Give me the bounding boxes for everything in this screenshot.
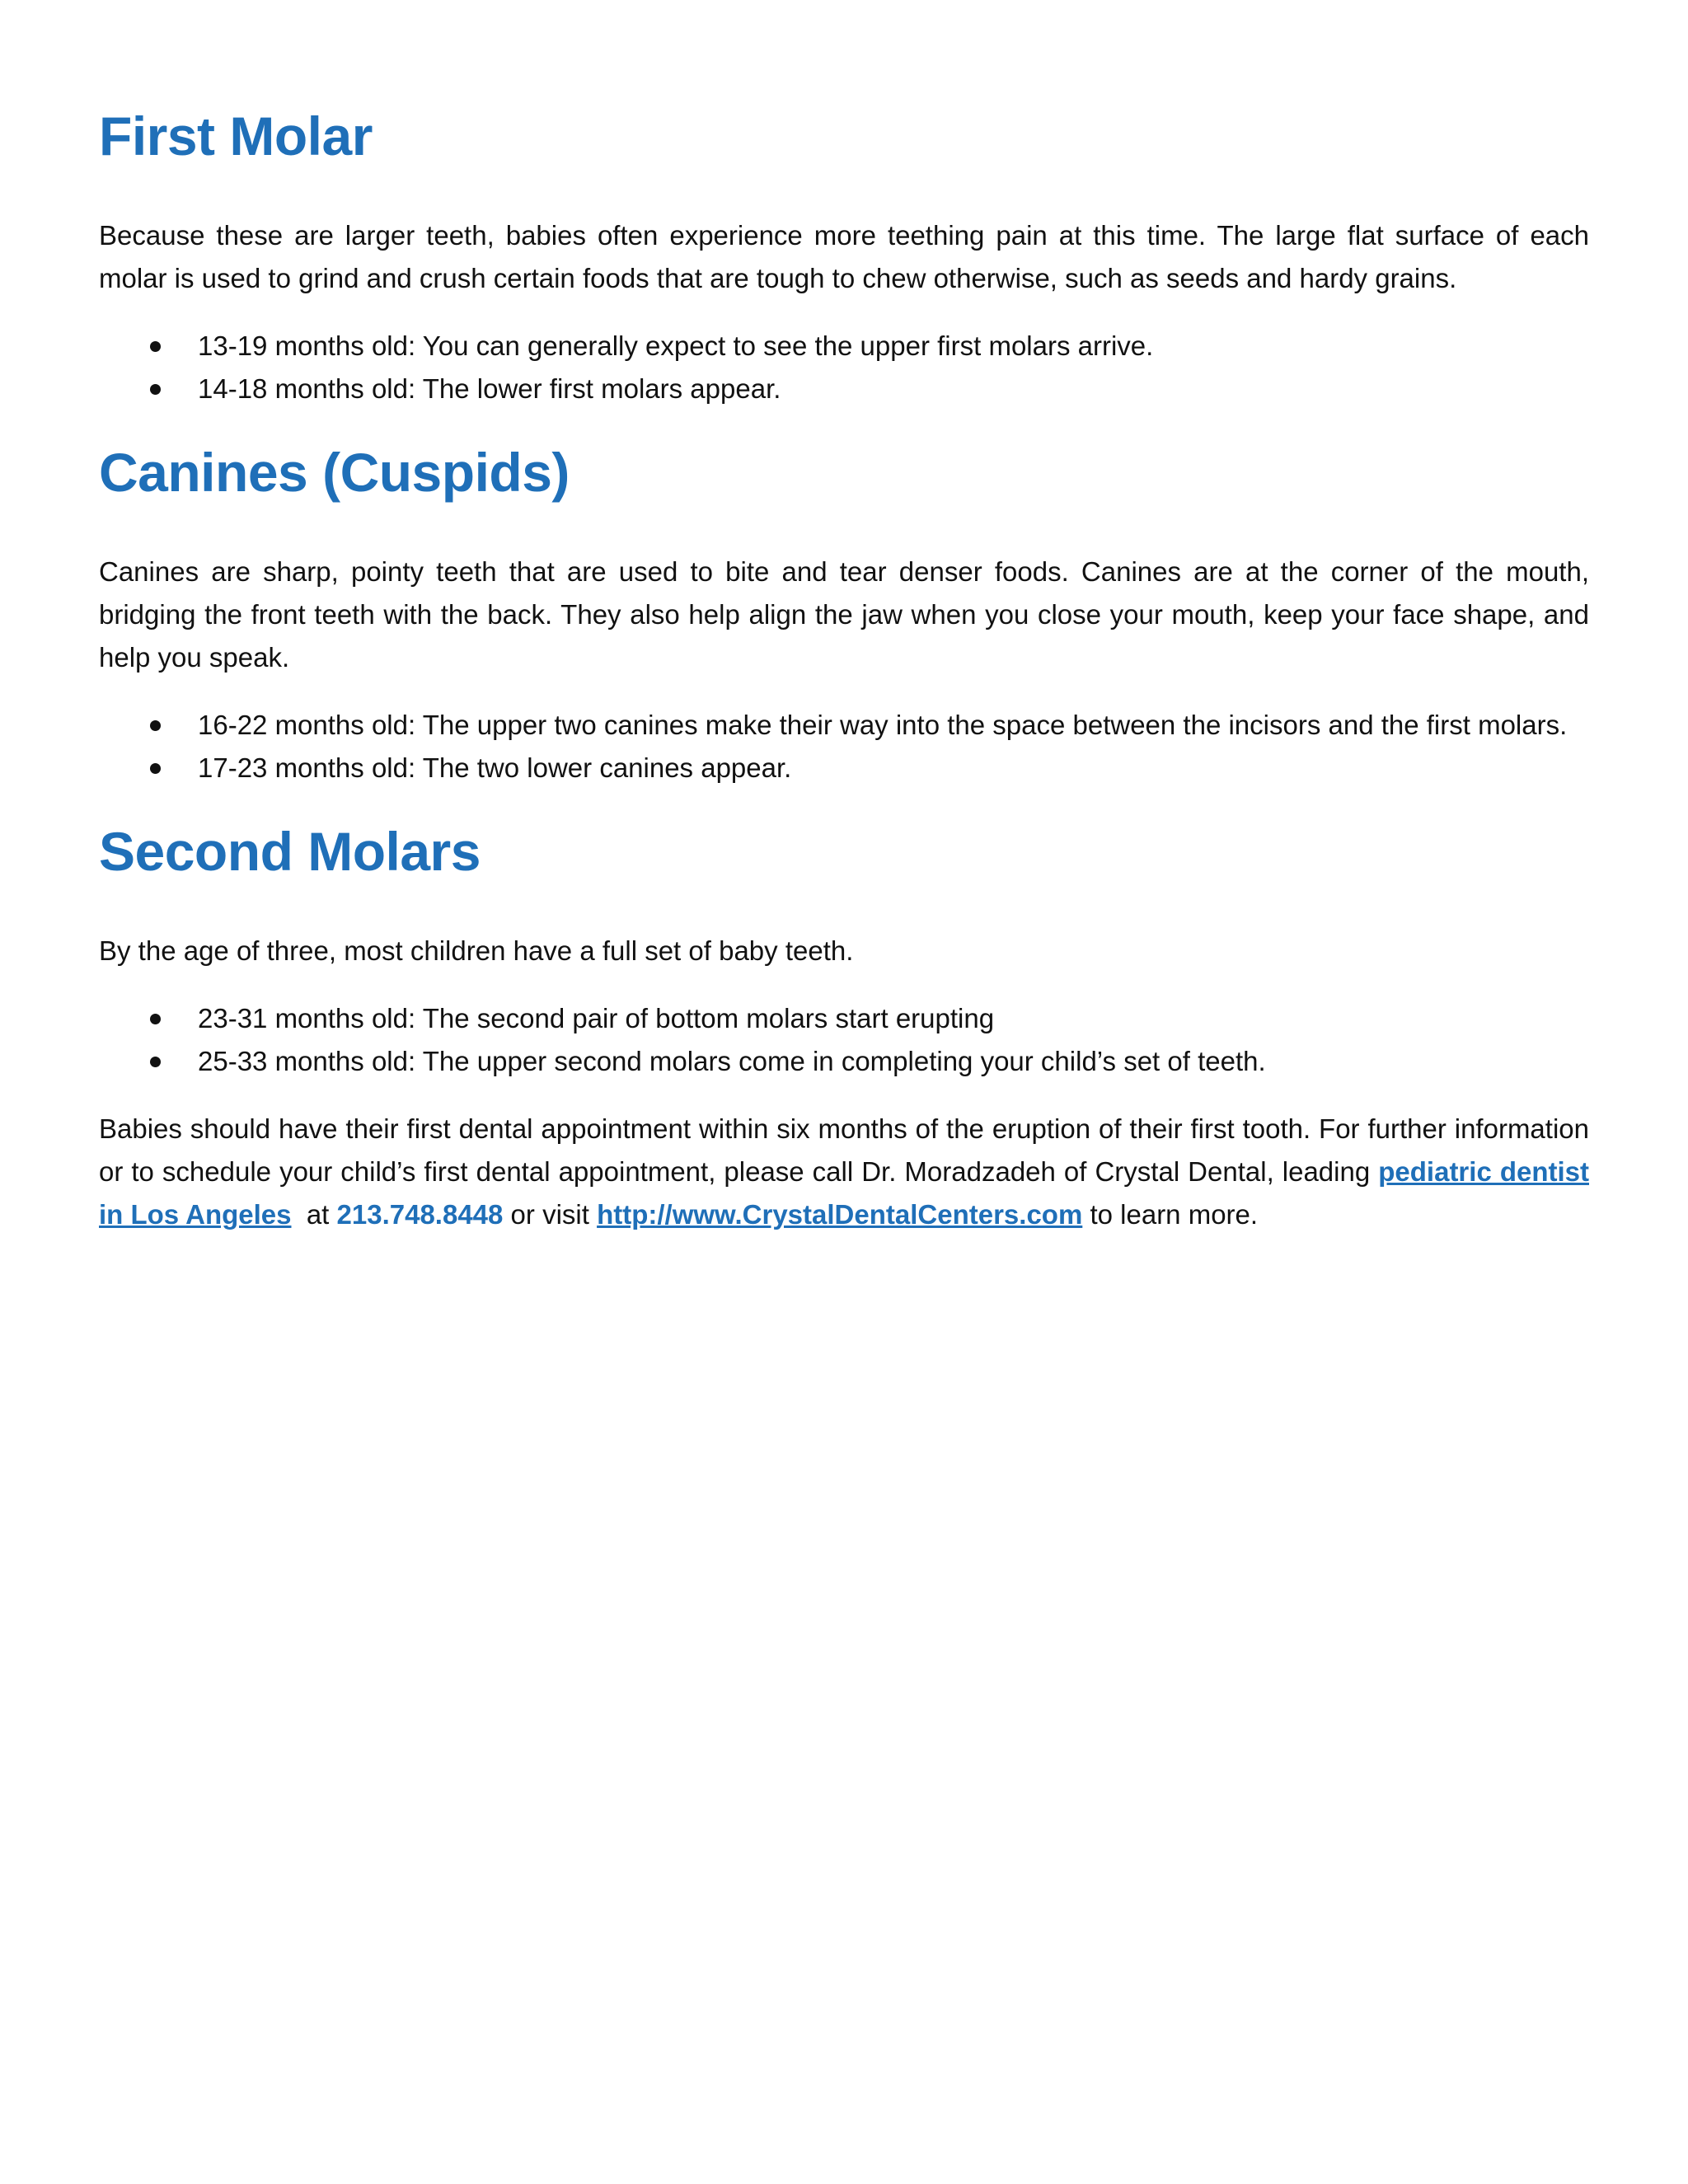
bullet-list-first-molar	[99, 325, 1589, 410]
bullet-list-canines	[99, 704, 1589, 790]
section-paragraph-canines: Canines are sharp, pointy teeth that are used to bite and tear denser foods. Canines are at the corner of the mouth, bridging the front teeth with the back. They also help align the jaw when you close your mouth, keep your face shape, and help you speak.	[99, 556, 1589, 673]
phone-number: 213.748.8448	[336, 1199, 504, 1230]
section-paragraph-first-molar: Because these are larger teeth, babies often experience more teething pain at this time. The large flat surface of each molar is used to grind and crush certain foods that are tough to chew otherwise, such as seeds and hardy grains.	[99, 220, 1589, 293]
list-item-text: 23-31 months old: The second pair of bottom molars start erupting	[198, 1003, 995, 1033]
section-heading-first-molar: First Molar	[99, 105, 373, 166]
pediatric-dentist-link[interactable]: pediatric dentist in Los Angeles	[99, 1156, 1589, 1230]
bullet-icon	[150, 341, 161, 352]
section-heading-canines: Canines (Cuspids)	[99, 442, 570, 503]
list-item	[99, 368, 1589, 410]
list-item	[99, 704, 1589, 747]
list-item	[99, 325, 1589, 368]
section-heading-second-molars: Second Molars	[99, 821, 481, 882]
closing-text-end: to learn more.	[1082, 1199, 1259, 1230]
list-item-text: 17-23 months old: The two lower canines appear.	[198, 752, 792, 783]
closing-text-at: at	[291, 1199, 337, 1230]
bullet-icon	[150, 720, 161, 731]
bullet-list-second-molars	[99, 997, 1589, 1083]
bullet-icon	[150, 384, 161, 395]
website-link[interactable]: http://www.CrystalDentalCenters.com	[597, 1199, 1083, 1230]
list-item	[99, 747, 1589, 790]
closing-text: Babies should have their first dental appointment within six months of the eruption of their first tooth. For further information or to schedule your child’s first dental appointment, please call Dr. Moradzadeh of Crystal Dental, leading	[99, 1113, 1589, 1187]
section-paragraph-second-molars: By the age of three, most children have a full set of baby teeth.	[99, 935, 854, 966]
list-item-text: 13-19 months old: You can generally expect to see the upper first molars arrive.	[198, 330, 1154, 361]
list-item	[99, 997, 1589, 1040]
list-item-text: 14-18 months old: The lower first molars appear.	[198, 373, 781, 404]
closing-paragraph	[99, 1108, 1589, 1236]
list-item-text: 25-33 months old: The upper second molars come in completing your child’s set of teeth.	[198, 1046, 1266, 1076]
list-item	[99, 1040, 1589, 1083]
list-item-text: 16-22 months old: The upper two canines make their way into the space between the incisors and the first molars.	[198, 710, 1568, 740]
bullet-icon	[150, 1014, 161, 1024]
bullet-icon	[150, 763, 161, 774]
closing-text-visit: or visit	[503, 1199, 598, 1230]
document-page	[99, 99, 1589, 1236]
bullet-icon	[150, 1057, 161, 1067]
